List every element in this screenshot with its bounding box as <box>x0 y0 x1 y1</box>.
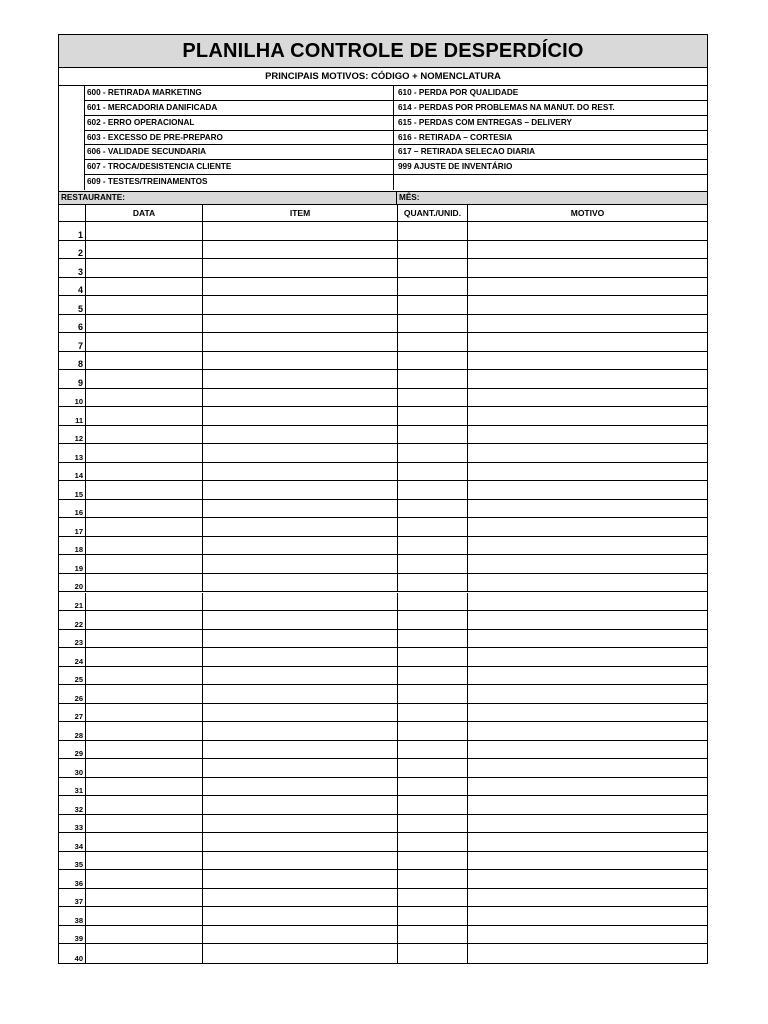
quantity-cell[interactable] <box>398 426 468 444</box>
code-row <box>85 131 707 146</box>
motivo-cell[interactable] <box>468 667 707 685</box>
row-number: 1 <box>59 222 86 240</box>
quantity-cell[interactable] <box>398 389 468 407</box>
row-number: 25 <box>59 667 86 685</box>
motivo-cell[interactable] <box>468 259 707 277</box>
table-row <box>59 241 707 260</box>
motivo-cell[interactable] <box>468 944 707 963</box>
quantity-cell[interactable] <box>398 463 468 481</box>
code-row <box>85 160 707 175</box>
quantity-cell[interactable] <box>398 722 468 740</box>
table-row <box>59 778 707 797</box>
data-cell[interactable] <box>86 555 203 573</box>
data-cell[interactable] <box>86 537 203 555</box>
row-number: 39 <box>59 926 86 944</box>
motivo-cell[interactable] <box>468 333 707 351</box>
data-cell[interactable] <box>86 593 203 611</box>
row-number: 18 <box>59 537 86 555</box>
motivo-cell[interactable] <box>468 889 707 907</box>
motivo-cell[interactable] <box>468 500 707 518</box>
item-cell[interactable] <box>203 852 398 870</box>
data-cell[interactable] <box>86 815 203 833</box>
item-cell[interactable] <box>203 333 398 351</box>
quantity-cell[interactable] <box>398 685 468 703</box>
data-cell[interactable] <box>86 704 203 722</box>
code-right <box>396 175 707 189</box>
code-right: 610 - PERDA POR QUALIDADE <box>398 88 519 97</box>
row-number: 3 <box>59 259 86 277</box>
quantity-cell[interactable] <box>398 481 468 499</box>
table-row <box>59 518 707 537</box>
header-item: ITEM <box>203 205 398 221</box>
row-number: 16 <box>59 500 86 518</box>
quantity-cell[interactable] <box>398 704 468 722</box>
row-number: 31 <box>59 778 86 796</box>
motivo-cell[interactable] <box>468 741 707 759</box>
table-row <box>59 333 707 352</box>
code-right: 614 - PERDAS POR PROBLEMAS NA MANUT. DO REST. <box>398 102 615 112</box>
reason-codes-table <box>59 86 707 190</box>
row-number: 29 <box>59 741 86 759</box>
row-number: 38 <box>59 907 86 925</box>
motivo-cell[interactable] <box>468 296 707 314</box>
motivo-cell[interactable] <box>468 241 707 259</box>
item-cell[interactable] <box>203 278 398 296</box>
quantity-cell[interactable] <box>398 444 468 462</box>
data-cell[interactable] <box>86 685 203 703</box>
table-row <box>59 648 707 667</box>
quantity-cell[interactable] <box>398 259 468 277</box>
quantity-cell[interactable] <box>398 296 468 314</box>
table-row <box>59 759 707 778</box>
motivo-cell[interactable] <box>468 555 707 573</box>
motivo-cell[interactable] <box>468 481 707 499</box>
motivo-cell[interactable] <box>468 870 707 888</box>
table-row <box>59 259 707 278</box>
data-cell[interactable] <box>86 796 203 814</box>
item-cell[interactable] <box>203 241 398 259</box>
data-cell[interactable] <box>86 722 203 740</box>
table-row <box>59 407 707 426</box>
item-cell[interactable] <box>203 685 398 703</box>
item-cell[interactable] <box>203 463 398 481</box>
table-row <box>59 704 707 723</box>
table-row <box>59 426 707 445</box>
row-number: 20 <box>59 574 86 592</box>
data-cell[interactable] <box>86 611 203 629</box>
code-row <box>85 116 707 131</box>
motivo-cell[interactable] <box>468 852 707 870</box>
quantity-cell[interactable] <box>398 741 468 759</box>
item-cell[interactable] <box>203 555 398 573</box>
code-row <box>85 101 707 116</box>
motivo-cell[interactable] <box>468 222 707 240</box>
code-left: 602 - ERRO OPERACIONAL <box>85 116 394 131</box>
table-row <box>59 722 707 741</box>
row-number: 13 <box>59 444 86 462</box>
item-cell[interactable] <box>203 630 398 648</box>
code-right: 617 – RETIRADA SELECAO DIARIA <box>398 147 536 157</box>
row-number: 17 <box>59 518 86 536</box>
data-cell[interactable] <box>86 833 203 851</box>
motivo-cell[interactable] <box>468 444 707 462</box>
motivo-cell[interactable] <box>468 815 707 833</box>
quantity-cell[interactable] <box>398 574 468 592</box>
row-number: 33 <box>59 815 86 833</box>
data-cell[interactable] <box>86 444 203 462</box>
item-cell[interactable] <box>203 500 398 518</box>
quantity-cell[interactable] <box>398 370 468 388</box>
row-number: 10 <box>59 389 86 407</box>
quantity-cell[interactable] <box>398 518 468 536</box>
motivo-cell[interactable] <box>468 389 707 407</box>
item-cell[interactable] <box>203 518 398 536</box>
item-cell[interactable] <box>203 741 398 759</box>
info-row <box>59 191 707 205</box>
quantity-cell[interactable] <box>398 667 468 685</box>
item-cell[interactable] <box>203 870 398 888</box>
quantity-cell[interactable] <box>398 333 468 351</box>
code-left: 601 - MERCADORIA DANIFICADA <box>85 101 394 116</box>
quantity-cell[interactable] <box>398 778 468 796</box>
table-row <box>59 537 707 556</box>
quantity-cell[interactable] <box>398 833 468 851</box>
data-cell[interactable] <box>86 333 203 351</box>
restaurant-label: RESTAURANTE: <box>61 193 125 202</box>
table-row <box>59 389 707 408</box>
quantity-cell[interactable] <box>398 555 468 573</box>
row-number: 11 <box>59 407 86 425</box>
row-number: 28 <box>59 722 86 740</box>
code-right: 999 AJUSTE DE INVENTÁRIO <box>398 162 513 172</box>
quantity-cell[interactable] <box>398 759 468 777</box>
table-row <box>59 555 707 574</box>
codes-subtitle: PRINCIPAIS MOTIVOS: CÓDIGO + NOMENCLATURA <box>59 68 707 86</box>
data-cell[interactable] <box>86 278 203 296</box>
item-cell[interactable] <box>203 889 398 907</box>
table-row <box>59 685 707 704</box>
quantity-cell[interactable] <box>398 278 468 296</box>
row-number: 23 <box>59 630 86 648</box>
item-cell[interactable] <box>203 907 398 925</box>
motivo-cell[interactable] <box>468 926 707 944</box>
header-data: DATA <box>86 205 203 221</box>
row-number: 6 <box>59 315 86 333</box>
row-number: 40 <box>59 944 86 963</box>
motivo-cell[interactable] <box>468 685 707 703</box>
data-cell[interactable] <box>86 315 203 333</box>
waste-control-sheet <box>58 34 708 964</box>
data-cell[interactable] <box>86 870 203 888</box>
motivo-cell[interactable] <box>468 907 707 925</box>
item-cell[interactable] <box>203 944 398 963</box>
data-cell[interactable] <box>86 463 203 481</box>
row-number: 26 <box>59 685 86 703</box>
row-number: 36 <box>59 870 86 888</box>
quantity-cell[interactable] <box>398 815 468 833</box>
quantity-cell[interactable] <box>398 796 468 814</box>
item-cell[interactable] <box>203 389 398 407</box>
table-row <box>59 593 707 612</box>
item-cell[interactable] <box>203 407 398 425</box>
row-number: 2 <box>59 241 86 259</box>
quantity-cell[interactable] <box>398 648 468 666</box>
table-row <box>59 944 707 963</box>
table-row <box>59 296 707 315</box>
quantity-cell[interactable] <box>398 500 468 518</box>
quantity-cell[interactable] <box>398 537 468 555</box>
motivo-cell[interactable] <box>468 611 707 629</box>
motivo-cell[interactable] <box>468 704 707 722</box>
quantity-cell[interactable] <box>398 944 468 963</box>
code-left: 606 - VALIDADE SECUNDARIA <box>85 145 394 160</box>
motivo-cell[interactable] <box>468 722 707 740</box>
data-cell[interactable] <box>86 259 203 277</box>
motivo-cell[interactable] <box>468 593 707 611</box>
item-cell[interactable] <box>203 315 398 333</box>
row-number: 14 <box>59 463 86 481</box>
item-cell[interactable] <box>203 593 398 611</box>
header-number <box>59 205 86 221</box>
item-cell[interactable] <box>203 574 398 592</box>
data-cell[interactable] <box>86 926 203 944</box>
quantity-cell[interactable] <box>398 611 468 629</box>
item-cell[interactable] <box>203 815 398 833</box>
data-cell[interactable] <box>86 352 203 370</box>
row-number: 30 <box>59 759 86 777</box>
table-row <box>59 667 707 686</box>
table-row <box>59 500 707 519</box>
data-cell[interactable] <box>86 667 203 685</box>
table-row <box>59 444 707 463</box>
motivo-cell[interactable] <box>468 759 707 777</box>
item-cell[interactable] <box>203 352 398 370</box>
item-cell[interactable] <box>203 796 398 814</box>
row-number: 5 <box>59 296 86 314</box>
table-row <box>59 741 707 760</box>
data-cell[interactable] <box>86 759 203 777</box>
table-row <box>59 833 707 852</box>
data-cell[interactable] <box>86 481 203 499</box>
row-number: 37 <box>59 889 86 907</box>
item-cell[interactable] <box>203 778 398 796</box>
code-row <box>85 145 707 160</box>
quantity-cell[interactable] <box>398 222 468 240</box>
data-cell[interactable] <box>86 574 203 592</box>
table-row <box>59 352 707 371</box>
table-row <box>59 222 707 241</box>
motivo-cell[interactable] <box>468 630 707 648</box>
header-motivo: MOTIVO <box>570 208 605 218</box>
data-cell[interactable] <box>86 944 203 963</box>
motivo-cell[interactable] <box>468 648 707 666</box>
quantity-cell[interactable] <box>398 852 468 870</box>
motivo-cell[interactable] <box>468 463 707 481</box>
item-cell[interactable] <box>203 648 398 666</box>
motivo-cell[interactable] <box>468 518 707 536</box>
item-cell[interactable] <box>203 481 398 499</box>
row-number: 21 <box>59 593 86 611</box>
table-row <box>59 481 707 500</box>
data-cell[interactable] <box>86 518 203 536</box>
row-number: 7 <box>59 333 86 351</box>
item-cell[interactable] <box>203 926 398 944</box>
row-number: 34 <box>59 833 86 851</box>
row-number: 9 <box>59 370 86 388</box>
motivo-cell[interactable] <box>468 426 707 444</box>
data-cell[interactable] <box>86 389 203 407</box>
table-row <box>59 889 707 908</box>
row-number: 19 <box>59 555 86 573</box>
item-cell[interactable] <box>203 611 398 629</box>
data-cell[interactable] <box>86 648 203 666</box>
data-cell[interactable] <box>86 296 203 314</box>
table-header <box>59 205 707 222</box>
table-row <box>59 907 707 926</box>
table-row <box>59 852 707 871</box>
header-quantity: QUANT./UNID. <box>398 205 468 221</box>
data-cell[interactable] <box>86 889 203 907</box>
table-row <box>59 926 707 945</box>
code-row <box>85 86 707 101</box>
motivo-cell[interactable] <box>468 370 707 388</box>
quantity-cell[interactable] <box>398 593 468 611</box>
row-number: 35 <box>59 852 86 870</box>
item-cell[interactable] <box>203 704 398 722</box>
quantity-cell[interactable] <box>398 407 468 425</box>
motivo-cell[interactable] <box>468 778 707 796</box>
table-row <box>59 315 707 334</box>
table-row <box>59 815 707 834</box>
code-right: 615 - PERDAS COM ENTREGAS – DELIVERY <box>398 117 572 127</box>
table-row <box>59 463 707 482</box>
item-cell[interactable] <box>203 444 398 462</box>
motivo-cell[interactable] <box>468 278 707 296</box>
data-cell[interactable] <box>86 741 203 759</box>
motivo-cell[interactable] <box>468 407 707 425</box>
data-cell[interactable] <box>86 500 203 518</box>
data-cell[interactable] <box>86 407 203 425</box>
quantity-cell[interactable] <box>398 241 468 259</box>
month-label: MÊS: <box>396 192 419 204</box>
quantity-cell[interactable] <box>398 889 468 907</box>
motivo-cell[interactable] <box>468 796 707 814</box>
table-row <box>59 574 707 593</box>
code-left: 600 - RETIRADA MARKETING <box>85 86 394 101</box>
code-left: 607 - TROCA/DESISTENCIA CLIENTE <box>85 160 394 175</box>
quantity-cell[interactable] <box>398 352 468 370</box>
motivo-cell[interactable] <box>468 574 707 592</box>
quantity-cell[interactable] <box>398 315 468 333</box>
code-left: 609 - TESTES/TREINAMENTOS <box>85 175 394 190</box>
item-cell[interactable] <box>203 722 398 740</box>
code-right: 616 - RETIRADA – CORTESIA <box>398 132 513 142</box>
table-row <box>59 796 707 815</box>
item-cell[interactable] <box>203 259 398 277</box>
row-number: 4 <box>59 278 86 296</box>
data-cell[interactable] <box>86 630 203 648</box>
row-number: 27 <box>59 704 86 722</box>
table-row <box>59 870 707 889</box>
table-row <box>59 278 707 297</box>
data-cell[interactable] <box>86 907 203 925</box>
item-cell[interactable] <box>203 833 398 851</box>
row-number: 12 <box>59 426 86 444</box>
code-row <box>85 175 707 190</box>
quantity-cell[interactable] <box>398 926 468 944</box>
codes-gutter <box>59 86 85 190</box>
row-number: 8 <box>59 352 86 370</box>
data-cell[interactable] <box>86 852 203 870</box>
motivo-cell[interactable] <box>468 537 707 555</box>
item-cell[interactable] <box>203 222 398 240</box>
motivo-cell[interactable] <box>468 315 707 333</box>
data-cell[interactable] <box>86 241 203 259</box>
row-number: 32 <box>59 796 86 814</box>
item-cell[interactable] <box>203 426 398 444</box>
quantity-cell[interactable] <box>398 870 468 888</box>
table-row <box>59 370 707 389</box>
page-title: PLANILHA CONTROLE DE DESPERDÍCIO <box>59 35 707 68</box>
item-cell[interactable] <box>203 537 398 555</box>
data-cell[interactable] <box>86 778 203 796</box>
item-cell[interactable] <box>203 667 398 685</box>
motivo-cell[interactable] <box>468 833 707 851</box>
data-cell[interactable] <box>86 426 203 444</box>
item-cell[interactable] <box>203 370 398 388</box>
row-number: 24 <box>59 648 86 666</box>
data-cell[interactable] <box>86 370 203 388</box>
table-row <box>59 611 707 630</box>
table-row <box>59 630 707 649</box>
row-number: 15 <box>59 481 86 499</box>
item-cell[interactable] <box>203 296 398 314</box>
data-cell[interactable] <box>86 222 203 240</box>
motivo-cell[interactable] <box>468 352 707 370</box>
code-left: 603 - EXCESSO DE PRE-PREPARO <box>85 131 394 146</box>
row-number: 22 <box>59 611 86 629</box>
quantity-cell[interactable] <box>398 907 468 925</box>
item-cell[interactable] <box>203 759 398 777</box>
quantity-cell[interactable] <box>398 630 468 648</box>
